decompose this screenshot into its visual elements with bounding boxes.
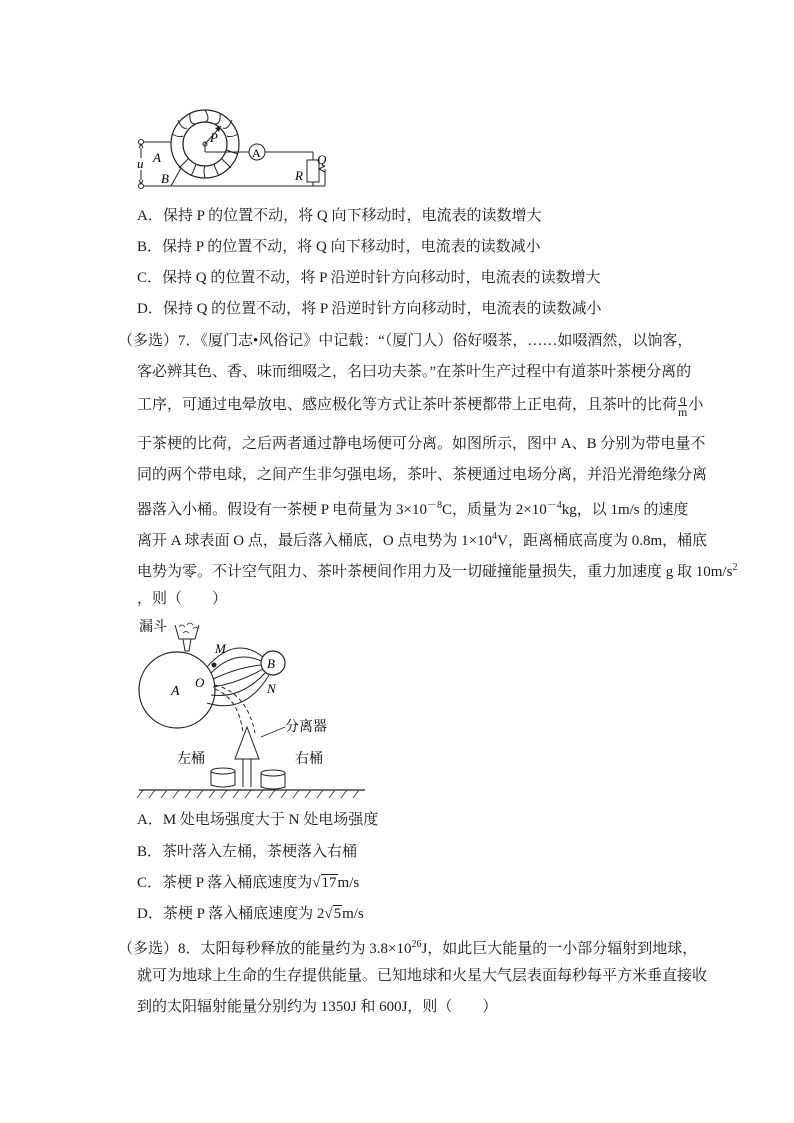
q7-line-7: 离开 A 球表面 O 点，最后落入桶底，O 点电势为 $1\times 10^4V$，距离桶底高度为 0.8m，桶底 [137, 531, 708, 549]
label-Q: Q [317, 152, 327, 167]
q7-option-c: C．茶梗 P 落入桶底速度为√17m/s [137, 875, 360, 891]
q7-line-3: 工序，可通过电晕放电、感应极化等方式让茶叶茶梗都带上正电荷，且茶叶的比荷 $\frac{q}{m}$ 小 [137, 392, 704, 419]
q8-line-1: （多选）8．太阳每秒释放的能量约为 $3.8\times 10^{26}J$，如此巨大能量的一小部分辐射到地球， [118, 939, 698, 957]
label-u: u [137, 156, 144, 171]
q8-line-2: 就可为地球上生命的生存提供能量。已知地球和火星大气层表面每秒每平方米垂直接收 [137, 968, 708, 984]
q7-line-6: 器落入小桶。假设有一茶梗 P 电荷量为 $3\times 10^{-8}C$，质量为 $2\times 10^{-4}kg$，以 1m/s 的速度 [137, 500, 689, 518]
q7-line-8: 电势为零。不计空气阻力、茶叶茶梗间作用力及一切碰撞能量损失，重力加速度 g 取 $10m/s^2$ [137, 562, 738, 580]
q7-line-9: ，则（ ） [137, 591, 228, 607]
q7-option-a: A．M 处电场强度大于 N 处电场强度 [137, 812, 379, 828]
label-B-sphere: B [267, 656, 275, 671]
label-N: N [267, 681, 276, 696]
label-right-bucket: 右桶 [295, 752, 323, 767]
q7-option-d: D．茶梗 P 落入桶底速度为 2√5m/s [137, 906, 364, 922]
label-funnel: 漏斗 [139, 620, 167, 635]
q6-option-d: D．保持 Q 的位置不动，将 P 沿逆时针方向移动时，电流表的读数减小 [137, 301, 602, 317]
charge-mass-fraction: $\frac{q}{m}$ [678, 392, 688, 419]
q6-option-a: A．保持 P 的位置不动，将 Q 向下移动时，电流表的读数增大 [137, 208, 542, 224]
label-A-terminal: A [153, 150, 161, 165]
q8-line-3: 到的太阳辐射能量分别约为 1350J 和 600J，则（ ） [137, 999, 498, 1015]
label-A-sphere: A [171, 684, 180, 699]
ammeter-label: A [252, 146, 261, 160]
q7-line-2: 客必辨其色、香、味而细啜之，名曰功夫茶。”在茶叶生产过程中有道茶叶茶梗分离的 [137, 364, 692, 380]
label-B-terminal: B [161, 171, 169, 186]
q7-line-1: （多选）7．《厦门志•风俗记》中记载：“（厦门人）俗好啜茶，……如啜酒然，以饷客， [118, 333, 693, 349]
label-M: M [215, 641, 226, 656]
tea-separator-figure [135, 615, 375, 803]
q7-line-4: 于茶梗的比荷，之后两者通过静电场便可分离。如图所示，图中 A、B 分别为带电量不 [137, 436, 706, 452]
label-R: R [295, 168, 303, 183]
q6-option-c: C．保持 Q 的位置不动，将 P 沿逆时针方向移动时，电流表的读数增大 [137, 270, 601, 286]
q6-option-b: B．保持 P 的位置不动，将 Q 向下移动时，电流表的读数减小 [137, 239, 541, 255]
q7-line-5: 同的两个带电球，之间产生非匀强电场，茶叶、茶梗通过电场分离，并沿光滑绝缘分离 [137, 467, 708, 483]
label-P: P [210, 130, 218, 145]
label-separator: 分离器 [285, 720, 327, 735]
label-left-bucket: 左桶 [177, 752, 205, 767]
label-O: O [195, 675, 205, 690]
q7-option-b: B．茶叶落入左桶，茶梗落入右桶 [137, 844, 358, 860]
transformer-circuit-figure [135, 108, 345, 198]
